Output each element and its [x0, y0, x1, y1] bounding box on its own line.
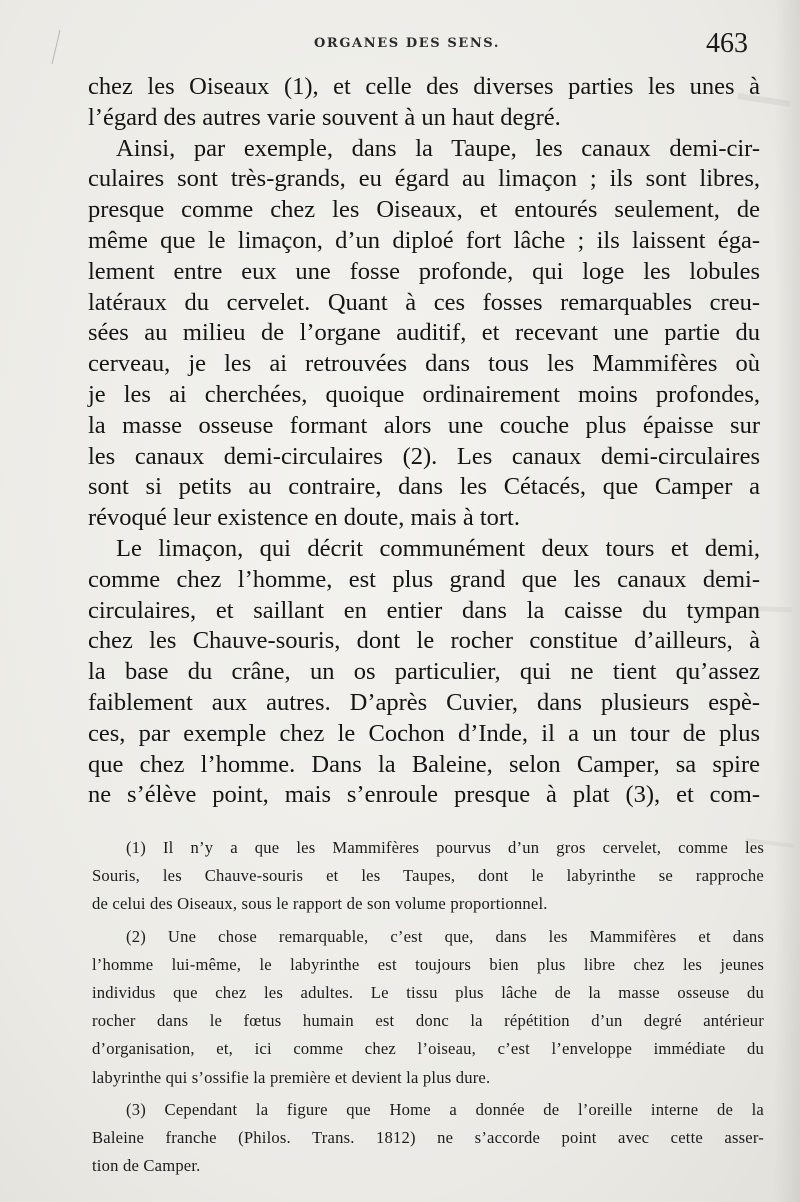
- body-line: je les ai cherchées, quoique ordinairement moins profondes,: [88, 380, 760, 408]
- body-line: les canaux demi-circulaires (2). Les canaux demi-circulaires: [88, 442, 760, 470]
- footnote-line: l’homme lui-même, le labyrinthe est toujours bien plus libre chez les jeunes: [92, 954, 764, 974]
- body-line: faiblement aux autres. D’après Cuvier, dans plusieurs espè-: [88, 688, 760, 716]
- footnote-line: individus que chez les adultes. Le tissu plus lâche de la masse osseuse du: [92, 983, 764, 1003]
- body-line: latéraux du cervelet. Quant à ces fosses remarquables creu-: [88, 288, 760, 316]
- footnote-line: rocher dans le fœtus humain est donc la répétition d’un degré antérieur: [92, 1011, 764, 1031]
- footnote-line: d’organisation, et, ici comme chez l’oiseau, c’est l’enveloppe immédiate du: [92, 1039, 764, 1059]
- body-line: sont si petits au contraire, dans les Cétacés, que Camper a: [88, 473, 760, 501]
- footnote-line: tion de Camper.: [92, 1156, 201, 1176]
- body-line: chez les Chauve-souris, dont le rocher constitue d’ailleurs, à: [88, 627, 760, 655]
- body-line: que chez l’homme. Dans la Baleine, selon Camper, sa spire: [88, 750, 760, 778]
- body-line: circulaires, et saillant en entier dans la caisse du tympan: [88, 596, 760, 624]
- page-number: 463: [706, 28, 748, 59]
- footnote-line: de celui des Oiseaux, sous le rapport de son volume proportionnel.: [92, 894, 548, 914]
- footnote-line: (2) Une chose remarquable, c’est que, dans les Mammifères et dans: [126, 926, 764, 946]
- body-line: presque comme chez les Oiseaux, et entourés seulement, de: [88, 196, 760, 224]
- body-line: comme chez l’homme, est plus grand que les canaux demi-: [88, 565, 760, 593]
- body-line: la base du crâne, un os particulier, qui ne tient qu’assez: [88, 658, 760, 686]
- body-line: révoqué leur existence en doute, mais à tort.: [88, 504, 520, 532]
- body-line: ne s’élève point, mais s’enroule presque à plat (3), et com-: [88, 781, 760, 809]
- body-line: culaires sont très-grands, eu égard au limaçon ; ils sont libres,: [88, 165, 760, 193]
- footnote-line: labyrinthe qui s’ossifie la première et devient la plus dure.: [92, 1067, 491, 1087]
- footnote-line: (3) Cependant la figure que Home a donnée de l’oreille interne de la: [126, 1099, 764, 1119]
- body-line: la masse osseuse formant alors une couche plus épaisse sur: [88, 411, 760, 439]
- body-line: chez les Oiseaux (1), et celle des diverses parties les unes à: [88, 73, 760, 100]
- body-line: Ainsi, par exemple, dans la Taupe, les canaux demi-cir-: [116, 134, 760, 162]
- footnote-1: [92, 834, 764, 919]
- footnote-line: Souris, les Chauve-souris et les Taupes, dont le labyrinthe se rapproche: [92, 866, 764, 886]
- footnote-line: (1) Il n’y a que les Mammifères pourvus d’un gros cervelet, comme les: [126, 838, 764, 857]
- footnote-line: Baleine franche (Philos. Trans. 1812) ne s’accorde point avec cette asser-: [92, 1128, 764, 1148]
- body-text: [88, 72, 760, 811]
- body-line: lement entre eux une fosse profonde, qui loge les lobules: [88, 257, 760, 285]
- footnotes: [92, 834, 764, 1184]
- page-edge-shadow: [774, 0, 800, 1202]
- footnote-3: [92, 1096, 764, 1181]
- body-line: cerveau, je les ai retrouvées dans tous les Mammifères où: [88, 350, 760, 378]
- running-head: ORGANES DES SENS.: [314, 36, 500, 51]
- body-line: ces, par exemple chez le Cochon d’Inde, il a un tour de plus: [88, 719, 760, 747]
- footnote-2: [92, 923, 764, 1092]
- body-line: Le limaçon, qui décrit communément deux tours et demi,: [116, 534, 760, 562]
- body-line: sées au milieu de l’organe auditif, et recevant une partie du: [88, 319, 760, 347]
- body-line: l’égard des autres varie souvent à un haut degré.: [88, 103, 561, 131]
- body-line: même que le limaçon, d’un diploé fort lâche ; ils laissent éga-: [88, 226, 760, 254]
